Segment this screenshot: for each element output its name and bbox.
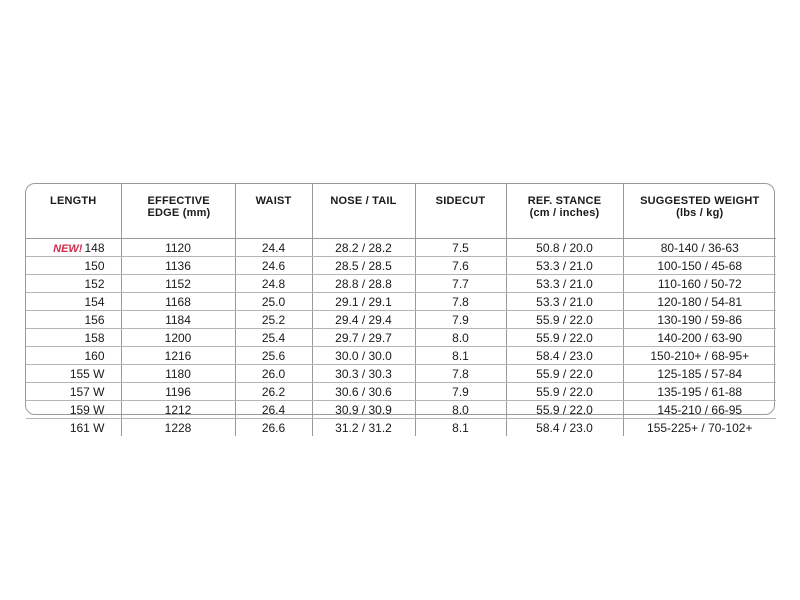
- cell-sidecut-value: 8.0: [452, 402, 469, 417]
- table-row: [26, 419, 776, 437]
- cell-sidecut: [415, 239, 506, 257]
- cell-ref-stance: [506, 293, 623, 311]
- cell-waist-value: 26.0: [261, 366, 286, 381]
- cell-nose-tail: [312, 311, 415, 329]
- header-ref-stance: REF. STANCE (cm / inches): [506, 184, 623, 239]
- cell-waist: [235, 293, 312, 311]
- table-row: [26, 257, 776, 275]
- header-waist: WAIST: [235, 184, 312, 239]
- cell-waist-value: 25.6: [261, 348, 286, 363]
- cell-effective-edge-value: 1216: [164, 348, 192, 363]
- cell-length-value: 154: [84, 294, 105, 309]
- cell-length: [26, 419, 121, 437]
- cell-waist: [235, 383, 312, 401]
- cell-waist: [235, 311, 312, 329]
- table-row: [26, 329, 776, 347]
- cell-ref-stance: [506, 329, 623, 347]
- cell-effective-edge-value: 1196: [165, 384, 191, 399]
- cell-effective-edge-value: 1136: [165, 258, 191, 273]
- cell-waist: [235, 347, 312, 365]
- cell-waist-value: 24.4: [261, 240, 286, 255]
- cell-effective-edge: [121, 239, 235, 257]
- cell-waist-value: 26.2: [261, 384, 286, 399]
- cell-ref-stance-value: 58.4 / 23.0: [536, 420, 593, 435]
- cell-length-value: 157 W: [69, 384, 105, 399]
- cell-sidecut: [415, 329, 506, 347]
- cell-nose-tail: [312, 419, 415, 437]
- cell-waist-value: 25.2: [261, 312, 286, 327]
- cell-waist-value: 26.4: [261, 402, 286, 417]
- cell-nose-tail-value: 30.0 / 30.0: [335, 348, 392, 363]
- cell-sidecut-value: 7.5: [452, 240, 469, 255]
- cell-effective-edge-value: 1152: [165, 276, 191, 291]
- cell-sidecut-value: 8.1: [452, 420, 469, 435]
- cell-length: [26, 383, 121, 401]
- cell-suggested-weight-value: 150-210+ / 68-95+: [650, 348, 750, 363]
- cell-suggested-weight: [623, 257, 776, 275]
- cell-sidecut: [415, 365, 506, 383]
- cell-ref-stance-value: 55.9 / 22.0: [536, 312, 593, 327]
- cell-length: [26, 275, 121, 293]
- cell-length-value: 156: [84, 312, 105, 327]
- cell-waist-value: 24.6: [261, 258, 286, 273]
- cell-ref-stance: [506, 275, 623, 293]
- cell-suggested-weight-value: 155-225+ / 70-102+: [647, 420, 753, 435]
- cell-ref-stance: [506, 257, 623, 275]
- cell-effective-edge-value: 1168: [165, 294, 191, 309]
- cell-nose-tail: [312, 275, 415, 293]
- cell-ref-stance-value: 55.9 / 22.0: [536, 366, 593, 381]
- cell-sidecut-value: 7.6: [452, 258, 469, 273]
- cell-suggested-weight-value: 145-210 / 66-95: [657, 402, 743, 417]
- cell-suggested-weight-value: 140-200 / 63-90: [657, 330, 743, 345]
- cell-nose-tail: [312, 383, 415, 401]
- cell-length: [26, 257, 121, 275]
- cell-effective-edge: [121, 365, 235, 383]
- cell-suggested-weight: [623, 347, 776, 365]
- cell-length-value: 160: [84, 348, 105, 363]
- cell-suggested-weight: [623, 275, 776, 293]
- cell-effective-edge-value: 1120: [165, 240, 191, 255]
- cell-sidecut-value: 8.0: [452, 330, 469, 345]
- cell-waist: [235, 239, 312, 257]
- cell-length-value: 161 W: [69, 420, 105, 435]
- cell-effective-edge: [121, 275, 235, 293]
- cell-sidecut-value: 8.1: [452, 348, 469, 363]
- cell-sidecut: [415, 383, 506, 401]
- cell-length: [26, 347, 121, 365]
- table-row: [26, 239, 776, 257]
- cell-ref-stance-value: 58.4 / 23.0: [536, 348, 593, 363]
- cell-ref-stance-value: 53.3 / 21.0: [536, 258, 593, 273]
- cell-nose-tail-value: 29.1 / 29.1: [335, 294, 392, 309]
- cell-effective-edge-value: 1228: [164, 420, 192, 435]
- cell-suggested-weight: [623, 419, 776, 437]
- header-row: [26, 184, 776, 239]
- cell-sidecut-value: 7.9: [452, 384, 469, 399]
- cell-waist: [235, 329, 312, 347]
- cell-ref-stance: [506, 239, 623, 257]
- cell-waist: [235, 401, 312, 419]
- cell-nose-tail-value: 28.5 / 28.5: [335, 258, 392, 273]
- cell-nose-tail: [312, 401, 415, 419]
- cell-waist: [235, 419, 312, 437]
- cell-length-value: 150: [84, 258, 105, 273]
- cell-ref-stance: [506, 383, 623, 401]
- cell-ref-stance: [506, 347, 623, 365]
- cell-ref-stance: [506, 311, 623, 329]
- cell-length-value: 148: [84, 240, 105, 255]
- cell-ref-stance-value: 55.9 / 22.0: [536, 384, 593, 399]
- cell-sidecut-value: 7.8: [452, 294, 469, 309]
- cell-nose-tail-value: 30.6 / 30.6: [335, 384, 392, 399]
- cell-effective-edge: [121, 401, 235, 419]
- cell-nose-tail: [312, 329, 415, 347]
- header-sidecut: SIDECUT: [415, 184, 506, 239]
- cell-nose-tail-value: 31.2 / 31.2: [335, 420, 392, 435]
- cell-effective-edge: [121, 419, 235, 437]
- cell-effective-edge: [121, 293, 235, 311]
- header-suggested-weight: SUGGESTED WEIGHT (lbs / kg): [623, 184, 776, 239]
- cell-waist-value: 25.4: [261, 330, 286, 345]
- table-row: [26, 293, 776, 311]
- table-row: [26, 275, 776, 293]
- cell-waist-value: 26.6: [261, 420, 286, 435]
- cell-length: [26, 401, 121, 419]
- cell-nose-tail-value: 29.4 / 29.4: [335, 312, 392, 327]
- cell-suggested-weight: [623, 311, 776, 329]
- cell-nose-tail: [312, 257, 415, 275]
- header-length: LENGTH: [26, 184, 121, 239]
- cell-nose-tail: [312, 365, 415, 383]
- header-nose-tail: NOSE / TAIL: [312, 184, 415, 239]
- cell-ref-stance: [506, 419, 623, 437]
- cell-effective-edge: [121, 257, 235, 275]
- cell-ref-stance: [506, 365, 623, 383]
- cell-effective-edge: [121, 383, 235, 401]
- cell-length-value: 158: [84, 330, 105, 345]
- cell-ref-stance: [506, 401, 623, 419]
- cell-effective-edge-value: 1212: [164, 402, 192, 417]
- cell-nose-tail-value: 30.9 / 30.9: [335, 402, 392, 417]
- cell-nose-tail: [312, 293, 415, 311]
- cell-sidecut: [415, 401, 506, 419]
- cell-suggested-weight-value: 125-185 / 57-84: [657, 366, 743, 381]
- cell-length-value: 155 W: [69, 366, 105, 381]
- size-chart: [25, 183, 775, 435]
- table-row: [26, 383, 776, 401]
- cell-sidecut: [415, 275, 506, 293]
- cell-length: [26, 329, 121, 347]
- table-row: [26, 347, 776, 365]
- cell-ref-stance-value: 53.3 / 21.0: [536, 276, 593, 291]
- cell-suggested-weight: [623, 365, 776, 383]
- cell-suggested-weight: [623, 401, 776, 419]
- cell-waist: [235, 257, 312, 275]
- cell-effective-edge: [121, 347, 235, 365]
- cell-sidecut: [415, 419, 506, 437]
- cell-effective-edge-value: 1180: [165, 366, 191, 381]
- cell-waist: [235, 275, 312, 293]
- cell-suggested-weight-value: 110-160 / 50-72: [657, 276, 742, 291]
- table-row: [26, 365, 776, 383]
- cell-effective-edge: [121, 329, 235, 347]
- cell-nose-tail-value: 28.2 / 28.2: [335, 240, 392, 255]
- cell-nose-tail: [312, 347, 415, 365]
- cell-nose-tail-value: 30.3 / 30.3: [335, 366, 392, 381]
- cell-sidecut: [415, 311, 506, 329]
- cell-length-value: 159 W: [69, 402, 105, 417]
- cell-suggested-weight: [623, 329, 776, 347]
- cell-suggested-weight-value: 80-140 / 36-63: [660, 240, 739, 255]
- cell-suggested-weight-value: 100-150 / 45-68: [657, 258, 743, 273]
- cell-sidecut-value: 7.9: [452, 312, 469, 327]
- cell-suggested-weight: [623, 293, 776, 311]
- cell-effective-edge-value: 1200: [164, 330, 192, 345]
- cell-length: [26, 239, 121, 257]
- cell-length: [26, 311, 121, 329]
- cell-length: [26, 293, 121, 311]
- size-chart-table: [26, 184, 776, 436]
- cell-effective-edge-value: 1184: [165, 312, 191, 327]
- cell-suggested-weight-value: 130-190 / 59-86: [657, 312, 743, 327]
- cell-suggested-weight-value: 135-195 / 61-88: [657, 384, 743, 399]
- cell-nose-tail: [312, 239, 415, 257]
- cell-waist-value: 24.8: [261, 276, 286, 291]
- cell-nose-tail-value: 28.8 / 28.8: [335, 276, 392, 291]
- cell-suggested-weight-value: 120-180 / 54-81: [657, 294, 743, 309]
- cell-ref-stance-value: 55.9 / 22.0: [536, 330, 593, 345]
- cell-length: [26, 365, 121, 383]
- new-badge: NEW!: [53, 242, 83, 255]
- cell-waist-value: 25.0: [261, 294, 286, 309]
- table-row: [26, 311, 776, 329]
- cell-sidecut-value: 7.7: [452, 276, 469, 291]
- cell-ref-stance-value: 55.9 / 22.0: [536, 402, 593, 417]
- cell-sidecut: [415, 257, 506, 275]
- cell-ref-stance-value: 53.3 / 21.0: [536, 294, 593, 309]
- cell-nose-tail-value: 29.7 / 29.7: [335, 330, 392, 345]
- cell-length-value: 152: [84, 276, 105, 291]
- cell-waist: [235, 365, 312, 383]
- cell-sidecut-value: 7.8: [452, 366, 469, 381]
- cell-suggested-weight: [623, 383, 776, 401]
- cell-ref-stance-value: 50.8 / 20.0: [536, 240, 593, 255]
- cell-effective-edge: [121, 311, 235, 329]
- header-effective-edge: EFFECTIVE EDGE (mm): [121, 184, 235, 239]
- cell-sidecut: [415, 293, 506, 311]
- cell-sidecut: [415, 347, 506, 365]
- table-row: [26, 401, 776, 419]
- cell-suggested-weight: [623, 239, 776, 257]
